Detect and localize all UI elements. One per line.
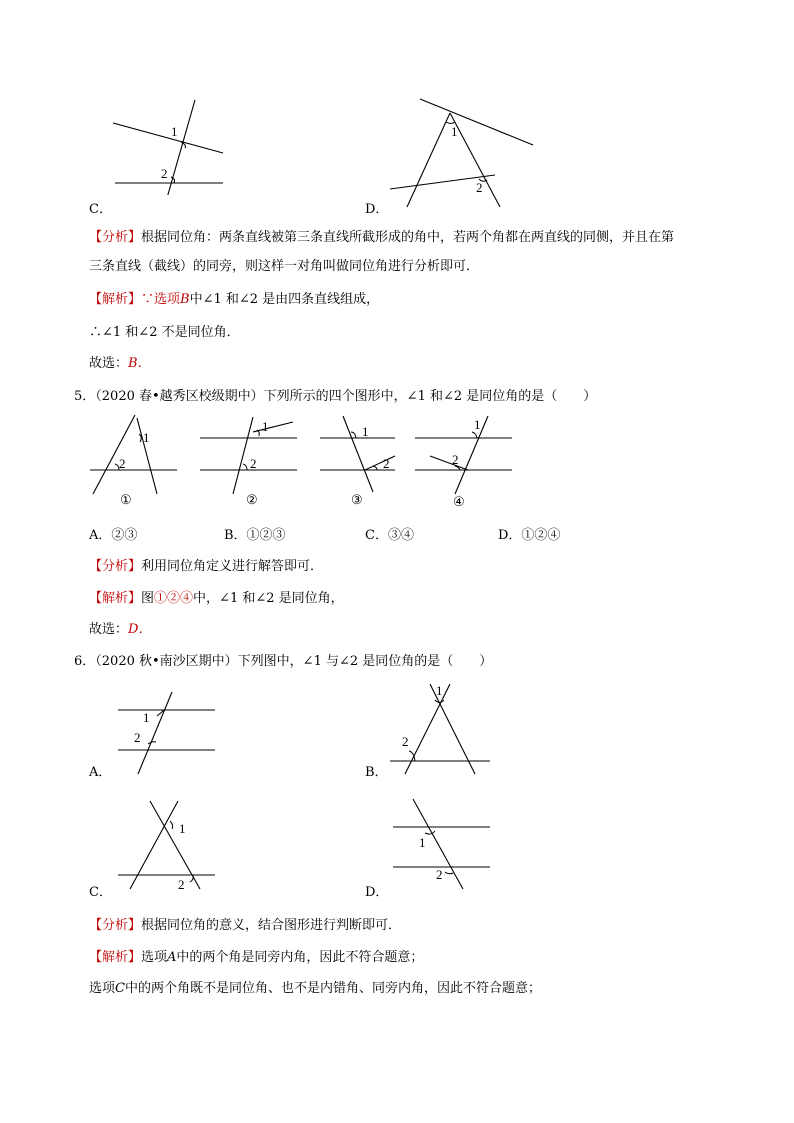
q4-d-angle1-label: 1 — [451, 124, 458, 139]
q4-option-d-label: D． — [365, 202, 389, 217]
q6-sol1-prefix: 选项 — [141, 950, 168, 965]
answer-prefix: 故选： — [89, 622, 129, 637]
analysis-tag: 【分析】 — [89, 230, 142, 245]
q6-analysis-text: 根据同位角的意义，结合图形进行判断即可． — [141, 918, 402, 933]
q5-fig3-angle2: 2 — [383, 456, 390, 471]
q6-number: 6． — [74, 654, 96, 669]
q5-fig1-angle1: 1 — [143, 430, 150, 445]
q6-option-b-label: B． — [365, 765, 388, 780]
solution-tag: 【解析】 — [89, 591, 142, 606]
q5-fig2-angle1: 1 — [262, 419, 269, 434]
q4-c-angle1-label: 1 — [171, 124, 178, 139]
q4-solution-line2: ∴∠1 和∠2 不是同位角． — [89, 325, 240, 340]
q6-c-angle1: 1 — [179, 821, 186, 836]
q5-solution-prefix: 图 — [141, 591, 155, 606]
q4-analysis-line1: 根据同位角：两条直线被第三条直线所截形成的角中，若两个角都在两直线的同侧，并且在第 — [141, 230, 675, 245]
q5-stem — [74, 387, 596, 407]
q6-source: （2020 秋•南沙区期中） — [95, 654, 238, 669]
q6-b-angle2: 2 — [402, 734, 409, 749]
q6-d-angle1: 1 — [419, 835, 426, 850]
q6-option-d-label: D． — [365, 885, 389, 900]
q5-question: 下列所示的四个图形中，∠1 和∠2 是同位角的是（ ） — [263, 389, 597, 404]
q5-analysis — [89, 557, 323, 577]
q5-figure-1 — [85, 412, 185, 502]
q5-fig3-label: ③ — [351, 492, 363, 507]
q5-fig1-angle2: 2 — [119, 456, 126, 471]
q5-fig2-angle2: 2 — [250, 456, 257, 471]
q4-c-angle2-label: 2 — [161, 166, 168, 181]
q4-figure-c — [105, 95, 235, 195]
q5-fig4-label: ④ — [453, 494, 465, 509]
solution-tag: 【解析】 — [89, 292, 142, 307]
q4-d-angle2-label: 2 — [476, 180, 483, 195]
q4-solution-prefix: ∵选项 — [141, 292, 181, 307]
q5-answer-value: D． — [128, 622, 152, 637]
q5-option-d: D．①②④ — [498, 528, 561, 543]
q5-fig4-angle2: 2 — [452, 452, 459, 467]
q5-figure-4 — [410, 412, 515, 502]
q6-option-c-label: C． — [89, 885, 112, 900]
answer-prefix: 故选： — [89, 356, 129, 371]
q5-option-c: C．③④ — [365, 528, 414, 543]
q6-sol2-prefix: 选项 — [89, 981, 116, 996]
q6-sol2-rest: 中的两个角既不是同位角、也不是内错角、同旁内角，因此不符合题意； — [124, 981, 541, 996]
q5-analysis-text: 利用同位角定义进行解答即可． — [141, 559, 324, 574]
q5-option-b: B．①②③ — [224, 528, 286, 543]
q5-answer — [89, 620, 151, 640]
q4-option-c-label: C． — [89, 202, 112, 217]
q6-question: 下列图中，∠1 与∠2 是同位角的是（ ） — [237, 654, 493, 669]
q6-solution-line1 — [89, 948, 423, 968]
q5-solution-rest: 中，∠1 和∠2 是同位角， — [193, 591, 344, 606]
q5-number: 5． — [74, 389, 96, 404]
q6-figure-a — [110, 690, 220, 775]
q5-fig3-angle1: 1 — [362, 424, 369, 439]
q6-figure-c — [110, 795, 220, 890]
q4-analysis-line2: 三条直线（截线）的同旁，则这样一对角叫做同位角进行分析即可． — [89, 259, 480, 274]
q4-analysis — [89, 228, 674, 248]
q4-figure-d — [385, 95, 535, 215]
q6-stem — [74, 652, 492, 672]
q6-sol2-option: C — [115, 981, 125, 996]
q5-fig2-label: ② — [246, 492, 258, 507]
q5-option-a: A．②③ — [89, 528, 138, 543]
analysis-tag: 【分析】 — [89, 918, 142, 933]
q5-source: （2020 春•越秀区校级期中） — [95, 389, 264, 404]
q6-a-angle1: 1 — [143, 710, 150, 725]
q4-solution — [89, 290, 379, 310]
q4-solution-option: B — [180, 292, 190, 307]
q6-d-angle2: 2 — [436, 867, 443, 882]
q5-fig4-angle1: 1 — [474, 417, 481, 432]
q5-solution-figs: ①②④ — [154, 591, 194, 606]
q4-solution-rest: 中∠1 和∠2 是由四条直线组成， — [189, 292, 380, 307]
q5-solution — [89, 589, 344, 609]
q6-sol1-rest: 中的两个角是同旁内角，因此不符合题意； — [176, 950, 424, 965]
q6-solution-line2 — [89, 979, 541, 999]
q4-answer-value: B． — [128, 356, 151, 371]
q6-analysis — [89, 916, 401, 936]
solution-tag: 【解析】 — [89, 950, 142, 965]
q6-option-a-label: A． — [89, 765, 112, 780]
analysis-tag: 【分析】 — [89, 559, 142, 574]
q6-sol1-option: A — [167, 950, 177, 965]
q4-answer — [89, 354, 151, 374]
q5-fig1-label: ① — [120, 492, 132, 507]
q6-c-angle2: 2 — [178, 877, 185, 892]
q6-a-angle2: 2 — [134, 730, 141, 745]
q6-b-angle1: 1 — [436, 683, 443, 698]
